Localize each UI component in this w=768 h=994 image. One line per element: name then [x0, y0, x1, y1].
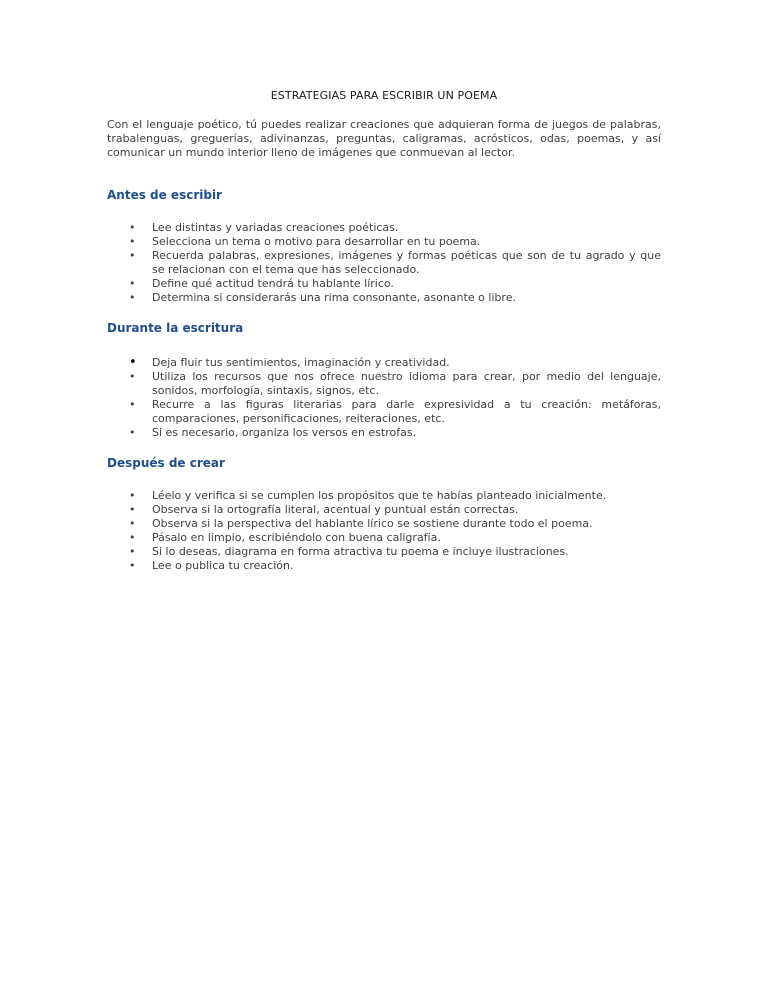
- list-item-text: Determina si considerarás una rima consonante, asonante o libre.: [152, 291, 516, 304]
- bullet-icon: •: [129, 489, 136, 502]
- bullet-icon: •: [129, 398, 136, 411]
- list-item: [107, 426, 661, 440]
- list-item: [107, 398, 661, 426]
- list-item-text: Léelo y verifica si se cumplen los propósitos que te habías planteado inicialmente.: [152, 489, 607, 502]
- bullet-icon: •: [129, 531, 136, 544]
- list-item: [107, 559, 661, 573]
- list-item: [107, 235, 661, 249]
- bullet-icon: •: [129, 249, 136, 262]
- list-item-text: Selecciona un tema o motivo para desarrollar en tu poema.: [152, 235, 481, 248]
- bullet-icon: •: [129, 503, 136, 516]
- section-heading-durante: Durante la escritura: [107, 321, 244, 335]
- list-item-text: Define qué actitud tendrá tu hablante lírico.: [152, 277, 394, 290]
- list-item: [107, 370, 661, 398]
- list-item-text: Observa si la ortografía literal, acentual y puntual están correctas.: [152, 503, 519, 516]
- list-item: [107, 489, 661, 503]
- list-item: [107, 249, 661, 277]
- section-heading-despues: Después de crear: [107, 456, 225, 470]
- section-list-durante: [107, 356, 661, 440]
- list-item: [107, 291, 661, 305]
- bullet-icon: •: [129, 221, 136, 234]
- bullet-icon: •: [129, 545, 136, 558]
- intro-paragraph: Con el lenguaje poético, tú puedes realizar creaciones que adquieran forma de juegos de palabras, trabalenguas, greguerías, adivinanzas, preguntas, caligramas, acrósticos, odas, poemas, y así comunicar un mundo interior lleno de imágenes que conmuevan al lector.: [107, 118, 661, 159]
- list-item-text: Si es necesario, organiza los versos en estrofas.: [152, 426, 417, 439]
- list-item: [107, 531, 661, 545]
- list-item-text: Recuerda palabras, expresiones, imágenes y formas poéticas que son de tu agrado y que se relacionan con el tema que has seleccionado.: [152, 249, 661, 276]
- bullet-icon: •: [129, 291, 136, 304]
- list-item: [107, 503, 661, 517]
- list-item-text: Lee distintas y variadas creaciones poéticas.: [152, 221, 399, 234]
- list-item-text: Si lo deseas, diagrama en forma atractiva tu poema e incluye ilustraciones.: [152, 545, 569, 558]
- list-item-text: Recurre a las figuras literarias para darle expresividad a tu creación: metáforas, comparaciones, personificaciones, reiteraciones, etc.: [152, 398, 661, 425]
- bullet-icon: •: [129, 235, 136, 248]
- bullet-icon: •: [129, 517, 136, 530]
- list-item: [107, 545, 661, 559]
- bullet-icon: •: [129, 355, 137, 370]
- bullet-icon: •: [129, 559, 136, 572]
- bullet-icon: •: [129, 426, 136, 439]
- bullet-icon: •: [129, 370, 136, 383]
- section-list-antes: [107, 221, 661, 305]
- list-item: [107, 356, 661, 370]
- document-title: ESTRATEGIAS PARA ESCRIBIR UN POEMA: [270, 89, 498, 102]
- list-item-text: Pásalo en limpio, escribiéndolo con buena caligrafía.: [152, 531, 441, 544]
- section-heading-antes: Antes de escribir: [107, 188, 222, 202]
- list-item: [107, 277, 661, 291]
- list-item: [107, 221, 661, 235]
- section-list-despues: [107, 489, 661, 573]
- list-item-text: Deja fluir tus sentimientos, imaginación y creatividad.: [152, 356, 450, 369]
- list-item-text: Lee o publica tu creación.: [152, 559, 294, 572]
- bullet-icon: •: [129, 277, 136, 290]
- list-item-text: Utiliza los recursos que nos ofrece nuestro idioma para crear, por medio del lenguaje, sonidos, morfología, sintaxis, signos, etc.: [152, 370, 661, 397]
- list-item: [107, 517, 661, 531]
- list-item-text: Observa si la perspectiva del hablante lírico se sostiene durante todo el poema.: [152, 517, 593, 530]
